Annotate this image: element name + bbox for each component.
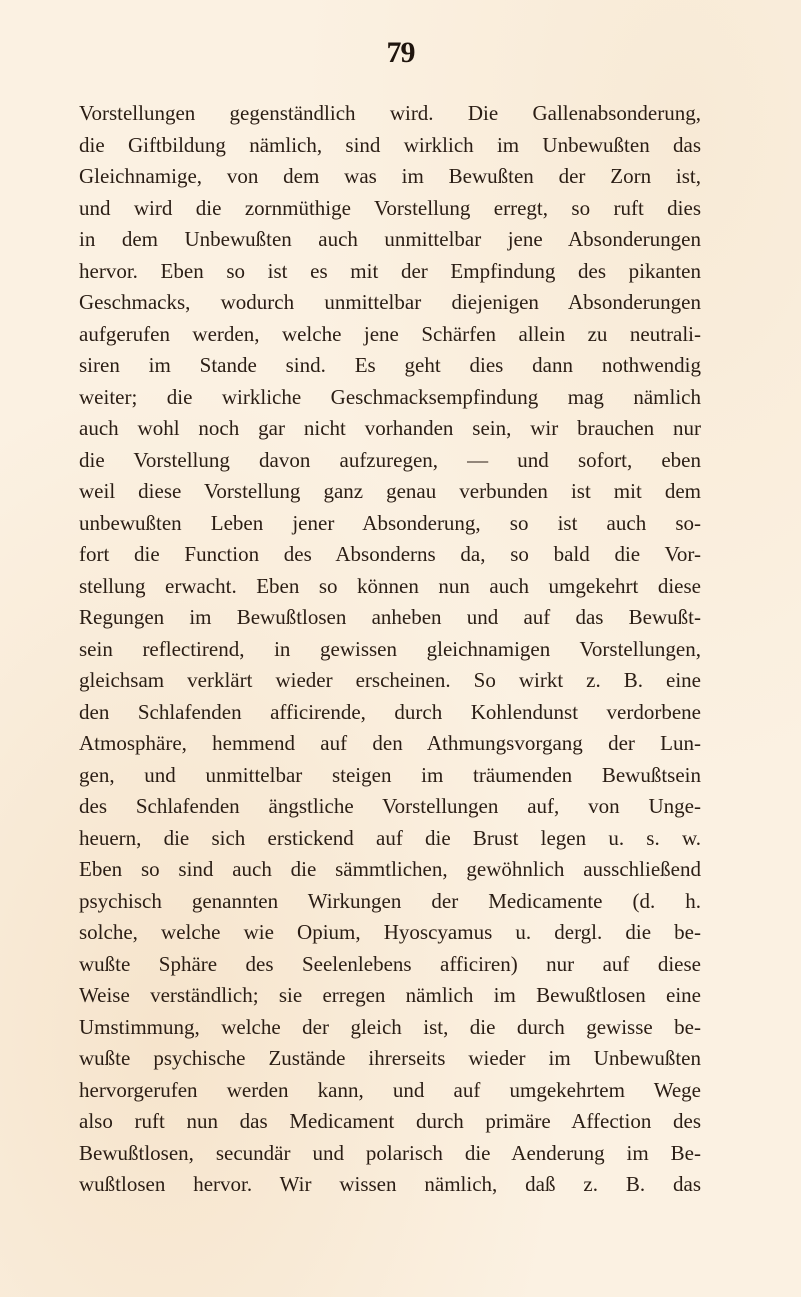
text-line: gen, und unmittelbar steigen im träumenden Bewußtsein bbox=[79, 762, 701, 787]
text-line: Eben so sind auch die sämmtlichen, gewöhnlich ausschließend bbox=[79, 857, 701, 881]
text-line: Vorstellungen gegenständlich wird. Die Gallenabsonderung, bbox=[79, 101, 701, 125]
text-line: die Giftbildung nämlich, sind wirklich im Unbewußten das bbox=[79, 132, 701, 157]
text-line: in dem Unbewußten auch unmittelbar jene Absonderungen bbox=[79, 227, 701, 251]
text-line: fort die Function des Absonderns da, so bald die Vor- bbox=[79, 542, 701, 566]
text-line: Umstimmung, welche der gleich ist, die durch gewisse be- bbox=[79, 1014, 701, 1039]
text-line: Geschmacks, wodurch unmittelbar diejenigen Absonderungen bbox=[79, 290, 701, 314]
text-line: gleichsam verklärt wieder erscheinen. So wirkt z. B. eine bbox=[79, 668, 701, 692]
text-line: psychisch genannten Wirkungen der Medicamente (d. h. bbox=[79, 888, 701, 913]
text-line: hervor. Eben so ist es mit der Empfindung des pikanten bbox=[79, 258, 701, 283]
text-line: stellung erwacht. Eben so können nun auch umgekehrt diese bbox=[79, 573, 701, 598]
text-line: die Vorstellung davon aufzuregen, — und sofort, eben bbox=[79, 447, 701, 472]
text-line: aufgerufen werden, welche jene Schärfen allein zu neutrali- bbox=[79, 321, 701, 346]
text-line: wußte psychische Zustände ihrerseits wieder im Unbewußten bbox=[79, 1046, 701, 1070]
text-line: und wird die zornmüthige Vorstellung erregt, so ruft dies bbox=[79, 195, 701, 220]
text-line: heuern, die sich erstickend auf die Brust legen u. s. w. bbox=[79, 825, 701, 850]
text-line: Atmosphäre, hemmend auf den Athmungsvorgang der Lun- bbox=[79, 731, 701, 755]
text-line: weiter; die wirkliche Geschmacksempfindung mag nämlich bbox=[79, 384, 701, 409]
text-line: Gleichnamige, von dem was im Bewußten der Zorn ist, bbox=[79, 164, 701, 188]
text-line: siren im Stande sind. Es geht dies dann nothwendig bbox=[79, 353, 701, 377]
text-line: Regungen im Bewußtlosen anheben und auf das Bewußt- bbox=[79, 605, 701, 629]
text-line: Bewußtlosen, secundär und polarisch die Aenderung im Be- bbox=[79, 1140, 701, 1165]
text-line: den Schlafenden afficirende, durch Kohlendunst verdorbene bbox=[79, 699, 701, 724]
page-number: 79 bbox=[386, 36, 415, 69]
text-line: also ruft nun das Medicament durch primäre Affection des bbox=[79, 1109, 701, 1133]
text-line: wußtlosen hervor. Wir wissen nämlich, daß z. B. das bbox=[79, 1172, 701, 1196]
text-line: hervorgerufen werden kann, und auf umgekehrtem Wege bbox=[79, 1077, 701, 1102]
text-line: Weise verständlich; sie erregen nämlich im Bewußtlosen eine bbox=[79, 983, 701, 1007]
text-line: weil diese Vorstellung ganz genau verbunden ist mit dem bbox=[79, 479, 701, 503]
text-line: auch wohl noch gar nicht vorhanden sein, wir brauchen nur bbox=[79, 416, 701, 440]
text-line: unbewußten Leben jener Absonderung, so ist auch so- bbox=[79, 510, 701, 535]
body-text bbox=[79, 98, 701, 1201]
text-line: wußte Sphäre des Seelenlebens afficiren) nur auf diese bbox=[79, 951, 701, 976]
text-line: des Schlafenden ängstliche Vorstellungen auf, von Unge- bbox=[79, 794, 701, 818]
text-line: sein reflectirend, in gewissen gleichnamigen Vorstellungen, bbox=[79, 636, 701, 661]
text-line: solche, welche wie Opium, Hyoscyamus u. dergl. die be- bbox=[79, 920, 701, 944]
